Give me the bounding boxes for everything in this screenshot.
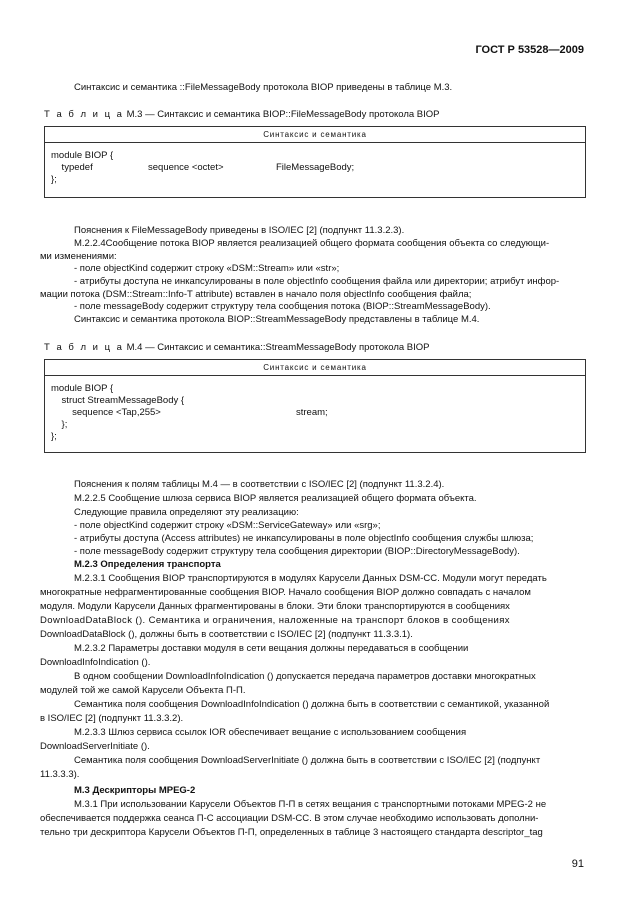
table-m4-body — [45, 376, 585, 448]
paragraph: DownloadDataBlock (), должны быть в соответствии с ISO/IEC [2] (подпункт 11.3.3.1). — [40, 629, 413, 640]
table-m3-header: Синтаксис и семантика — [45, 127, 585, 143]
code-line: module BIOP { — [51, 150, 114, 161]
code-line: }; — [51, 419, 68, 430]
paragraph: Пояснения к полям таблицы М.4 — в соответствии с ISO/IEC [2] (подпункт 11.3.2.4). — [74, 479, 445, 490]
paragraph: модуля. Модули Карусели Данных фрагментированы в блоки. Эти блоки транспортируются в сообщениях — [40, 601, 510, 612]
paragraph: М.2.3.3 Шлюз сервиса ссылок IOR обеспечивает вещание с использованием сообщения — [74, 727, 467, 738]
section-title: М.3 Дескрипторы MPEG-2 — [74, 785, 196, 796]
document-header: ГОСТ Р 53528—2009 — [475, 44, 584, 56]
paragraph: М.2.2.4Сообщение потока BIOP является реализацией общего формата сообщения объекта со следующи- — [74, 238, 550, 249]
table-m4 — [44, 359, 586, 453]
paragraph: 11.3.3.3). — [40, 769, 80, 780]
paragraph: модулей той же самой Карусели Объекта П-П. — [40, 685, 246, 696]
table-m3-caption-prefix: Т а б л и ц а — [44, 109, 124, 120]
paragraph: Семантика поля сообщения DownloadInfoIndication () должна быть в соответствии с семантикой, указанной — [74, 699, 550, 710]
paragraph: в ISO/IEC [2] (подпункт 11.3.3.2). — [40, 713, 184, 724]
list-item: - поле messageBody содержит структуру тела сообщения директории (BIOP::DirectoryMessageBody). — [74, 546, 520, 557]
paragraph: М.3.1 При использовании Карусели Объектов П-П в сетях вещания с транспортными потоками MPEG-2 не — [74, 799, 547, 810]
code-identifier: stream; — [296, 407, 328, 418]
table-m3 — [44, 126, 586, 198]
paragraph: Синтаксис и семантика протокола BIOP::StreamMessageBody представлены в таблице М.4. — [74, 314, 480, 325]
code-line: }; — [51, 431, 57, 442]
paragraph: тельно три дескриптора Карусели Объектов П-П, определенных в таблице 3 настоящего стандарта descriptor_tag — [40, 827, 543, 838]
table-m3-body — [45, 143, 585, 191]
paragraph: М.2.3.1 Сообщения BIOP транспортируются в модулях Карусели Данных DSM-CC. Модули могут передать — [74, 573, 547, 584]
intro-paragraph: Синтаксис и семантика ::FileMessageBody протокола BIOP приведены в таблице М.3. — [74, 82, 453, 93]
list-item: мации потока (DSM::Stream::Info-T attribute) вставлен в начало поля objectInfo сообщения файла; — [40, 289, 472, 300]
page-number: 91 — [571, 858, 584, 870]
list-item: - поле messageBody содержит структуру тела сообщения потока (BIOP::StreamMessageBody). — [74, 301, 491, 312]
list-item: - поле objectKind содержит строку «DSM::Stream» или «str»; — [74, 263, 340, 274]
paragraph: Следующие правила определяют эту реализацию: — [74, 507, 299, 518]
table-m3-caption-text: М.3 — Синтаксис и семантика BIOP::FileMessageBody протокола BIOP — [126, 109, 440, 120]
paragraph: М.2.3.2 Параметры доставки модуля в сети вещания должны передаваться в сообщении — [74, 643, 469, 654]
paragraph: DownloadInfoIndication (). — [40, 657, 151, 668]
code-type: sequence <Tap,255> — [51, 407, 161, 418]
code-keyword: typedef — [51, 162, 93, 173]
code-line: module BIOP { — [51, 383, 114, 394]
paragraph: DownloadDataBlock (). Семантика и ограничения, наложенные на транспорт блоков в сообщениях — [40, 615, 510, 626]
paragraph: В одном сообщении DownloadInfoIndication () допускается передача параметров доставки многократных — [74, 671, 536, 682]
code-line: }; — [51, 174, 57, 185]
list-item: - атрибуты доступа (Access attributes) не инкапсулированы в поле objectInfo сообщения службы шлюза; — [74, 533, 534, 544]
code-line — [51, 407, 579, 419]
paragraph: обеспечивается поддержка сеанса П-С ассоциации DSM-CC. В этом случае необходимо использовать дополни- — [40, 813, 539, 824]
table-m3-caption — [44, 109, 440, 120]
paragraph: М.2.2.5 Сообщение шлюза сервиса BIOP является реализацией общего формата объекта. — [74, 493, 477, 504]
paragraph: ми изменениями: — [40, 251, 117, 262]
table-m4-caption — [44, 342, 429, 353]
table-m4-header: Синтаксис и семантика — [45, 360, 585, 376]
list-item: - атрибуты доступа не инкапсулированы в поле objectInfo сообщения файла или директории; атрибут инфор- — [74, 276, 560, 287]
paragraph: Семантика поля сообщения DownloadServerInitiate () должна быть в соответствии с ISO/IEC [2] (подпункт — [74, 755, 541, 766]
code-type: sequence <octet> — [148, 162, 224, 173]
paragraph: Пояснения к FileMessageBody приведены в ISO/IEC [2] (подпункт 11.3.2.3). — [74, 225, 405, 236]
section-title: М.2.3 Определения транспорта — [74, 559, 221, 570]
table-m4-caption-text: М.4 — Синтаксис и семантика::StreamMessageBody протокола BIOP — [126, 342, 430, 353]
code-identifier: FileMessageBody; — [276, 162, 355, 173]
code-line — [51, 162, 579, 174]
table-m4-caption-prefix: Т а б л и ц а — [44, 342, 124, 353]
paragraph: DownloadServerInitiate (). — [40, 741, 150, 752]
code-line: struct StreamMessageBody { — [51, 395, 185, 406]
paragraph: многократные нефрагментированные сообщения BIOP. Начало сообщения BIOP должно совпадать с началом — [40, 587, 531, 598]
list-item: - поле objectKind содержит строку «DSM::ServiceGateway» или «srg»; — [74, 520, 381, 531]
